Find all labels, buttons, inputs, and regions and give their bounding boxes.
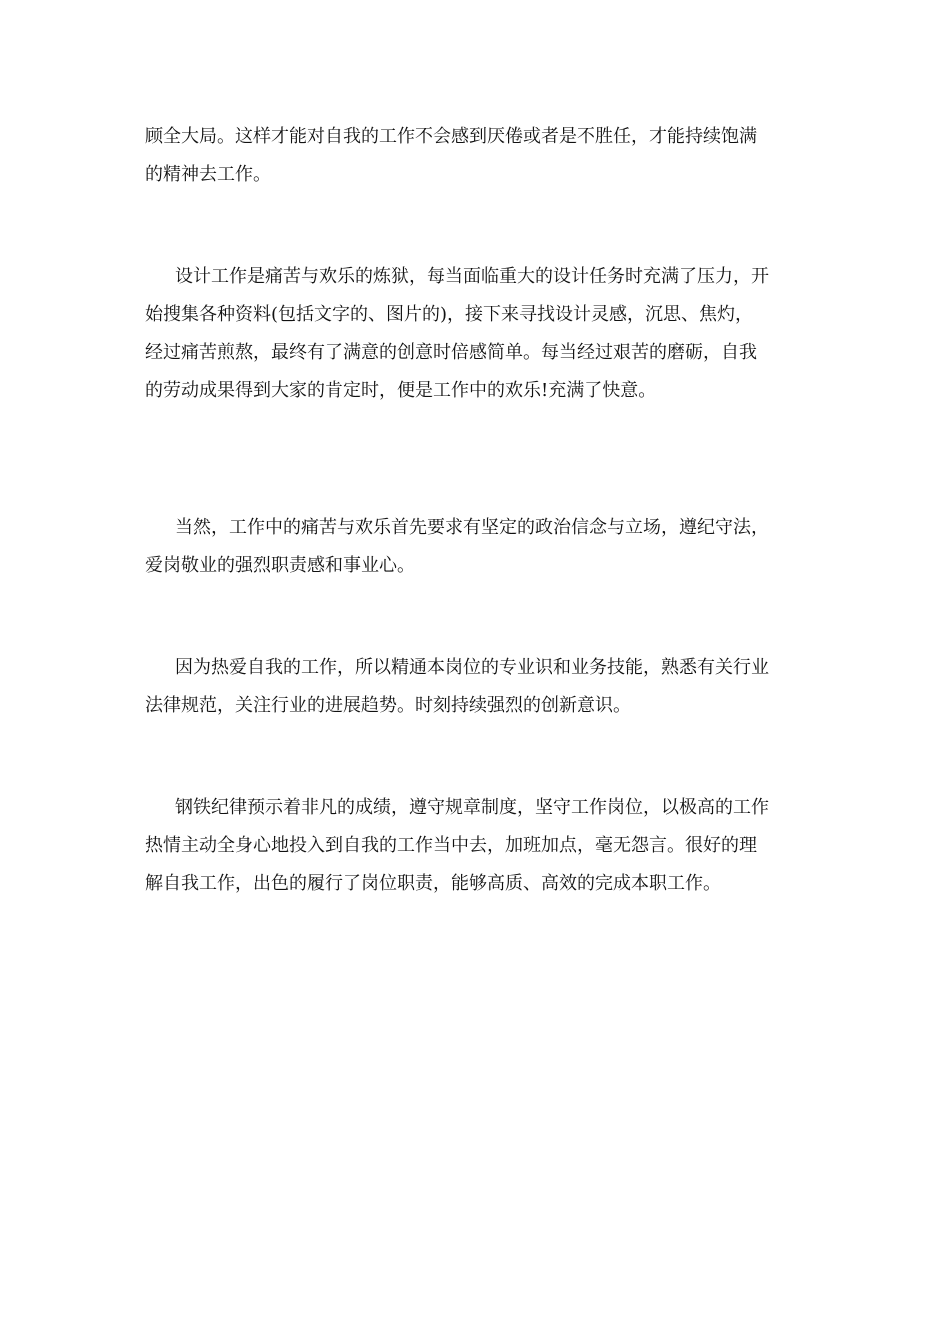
paragraph-line: 始搜集各种资料(包括文字的、图片的)，接下来寻找设计灵感，沉思、焦灼，: [145, 304, 754, 325]
paragraph-continuation: [145, 118, 810, 194]
paragraph-line: 经过痛苦煎熬，最终有了满意的创意时倍感简单。每当经过艰苦的磨砺，自我: [145, 342, 757, 363]
paragraph-line: 因为热爱自我的工作，所以精通本岗位的专业识和业务技能，熟悉有关行业: [175, 657, 769, 678]
paragraph-line: 顾全大局。这样才能对自我的工作不会感到厌倦或者是不胜任，才能持续饱满: [145, 126, 757, 147]
paragraph-professional-skills: [145, 649, 810, 725]
paragraph-political-belief: [145, 509, 810, 585]
paragraph-line: 当然，工作中的痛苦与欢乐首先要求有坚定的政治信念与立场，遵纪守法，: [175, 517, 769, 538]
paragraph-line: 解自我工作，出色的履行了岗位职责，能够高质、高效的完成本职工作。: [145, 873, 721, 894]
paragraph-line: 爱岗敬业的强烈职责感和事业心。: [145, 555, 415, 576]
paragraph-discipline: [145, 789, 810, 903]
paragraph-line: 的精神去工作。: [145, 164, 271, 185]
paragraph-line: 热情主动全身心地投入到自我的工作当中去，加班加点，毫无怨言。很好的理: [145, 835, 757, 856]
paragraph-line: 设计工作是痛苦与欢乐的炼狱，每当面临重大的设计任务时充满了压力，开: [175, 266, 769, 287]
paragraph-line: 法律规范，关注行业的进展趋势。时刻持续强烈的创新意识。: [145, 695, 631, 716]
paragraph-line: 的劳动成果得到大家的肯定时，便是工作中的欢乐!充满了快意。: [145, 380, 657, 401]
paragraph-line: 钢铁纪律预示着非凡的成绩，遵守规章制度，坚守工作岗位，以极高的工作: [175, 797, 769, 818]
paragraph-design-work: [145, 258, 810, 410]
